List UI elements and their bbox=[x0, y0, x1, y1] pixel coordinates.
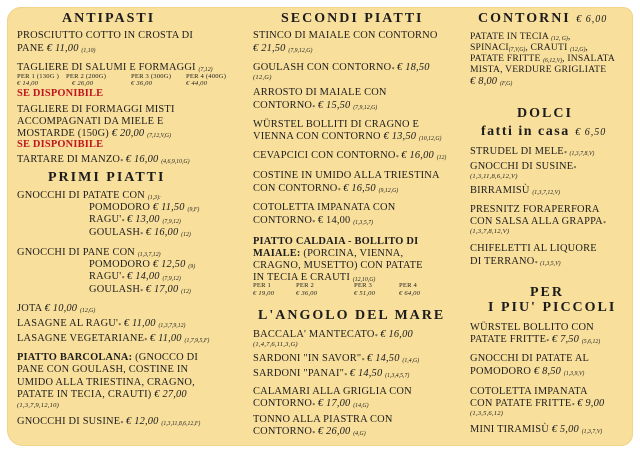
allergen-code: (1,4,7,6,11,3,G) bbox=[253, 341, 298, 348]
menu-item-line: BACCALA' MANTECATO* € 16,00 bbox=[253, 329, 413, 340]
menu-item-line: CONTORNO* € 17,00 (14,G) bbox=[253, 398, 369, 409]
menu-item-name: STINCO DI MAIALE CON CONTORNO bbox=[253, 30, 438, 41]
allergen-code: (1,3,5,6,12) bbox=[470, 410, 504, 417]
menu-item-line: PANE € 11,00 (1,10) bbox=[17, 43, 96, 54]
size-price: € 51,00 bbox=[354, 290, 376, 297]
menu-item-name: GNOCCHI DI PATATE AL bbox=[470, 353, 590, 364]
menu-variant: POMODORO € 11,50 (9,F) bbox=[89, 202, 200, 213]
dessert-item: CHIFELETTI AL LIQUORE bbox=[470, 243, 597, 254]
allergen-code: (1,3,7,9,12,10) bbox=[17, 402, 60, 409]
side-price: € 8,00 (F,G) bbox=[470, 76, 513, 87]
menu-item-line: GOULASH CON CONTORNO* € 18,50 bbox=[253, 62, 430, 73]
menu-item-line: MOSTARDE (150G) € 20,00 (7,12,V,G) bbox=[17, 128, 172, 139]
menu-item-line: SARDONI "IN SAVOR"* € 14,50 (1,4,G) bbox=[253, 353, 420, 364]
menu-item-name: CRAGNO, MUSETTO) CON PATATE bbox=[253, 260, 423, 271]
menu-item-name: PROSCIUTTO COTTO IN CROSTA DI bbox=[17, 30, 194, 41]
size-option: PER 2 bbox=[296, 282, 315, 289]
allergen-code: (12,G) bbox=[253, 74, 272, 81]
side-line: PATATE IN TECIA (12, G), bbox=[470, 31, 571, 42]
menu-item-name: TAGLIERE DI FORMAGGI MISTI bbox=[17, 104, 175, 115]
menu-item-line: VIENNA CON CONTORNO € 13,50 (10,12,G) bbox=[253, 131, 442, 142]
menu-variant: RAGU'* € 13,00 (7,9,12) bbox=[89, 214, 181, 225]
menu-item-name: WÜRSTEL BOLLITI DI CRAGNO E bbox=[253, 119, 420, 130]
size-option: PER 4 (400G) bbox=[186, 73, 227, 80]
menu-variant: RAGU'* € 14,00 (7,9,12) bbox=[89, 271, 181, 282]
menu-item-name: COSTINE IN UMIDO ALLA TRIESTINA bbox=[253, 170, 440, 181]
menu-item-line: SARDONI "PANAI"* € 14,50 (1,3,4,5,7) bbox=[253, 368, 410, 379]
size-price: € 44,00 bbox=[186, 80, 208, 87]
menu-item-name: UMIDO ALLA TRIESTINA, CRAGNO, bbox=[17, 377, 195, 388]
dessert-item: GNOCCHI DI SUSINE* bbox=[470, 161, 577, 172]
dessert-item: DI TERRANO* (1,3,5,V) bbox=[470, 256, 561, 267]
menu-item-name: GNOCCHI DI PATATE CON (1,3): bbox=[17, 190, 161, 201]
primi-title: PRIMI PIATTI bbox=[48, 170, 166, 185]
availability-note: SE DISPONIBILE bbox=[17, 139, 104, 150]
kids-subtitle: I PIU' PICCOLI bbox=[488, 300, 617, 315]
kids-title: PER bbox=[530, 285, 564, 300]
antipasti-title: ANTIPASTI bbox=[62, 11, 156, 26]
menu-item-name: WÜRSTEL BOLLITO CON bbox=[470, 322, 594, 333]
menu-item-name: TAGLIERE DI SALUMI E FORMAGGI (7,12) bbox=[17, 62, 213, 73]
menu-item-name: MAIALE: (PORCINA, VIENNA, bbox=[253, 248, 404, 259]
side-line: MISTA, VERDURE GRIGLIATE bbox=[470, 64, 607, 75]
size-option: PER 4 bbox=[399, 282, 418, 289]
menu-item-name: COTOLETTA IMPANATA CON bbox=[253, 202, 396, 213]
dessert-item: PRESNITZ FORAPERFORA bbox=[470, 204, 600, 215]
menu-item-line: CONTORNO* € 15,50 (7,9,12,G) bbox=[253, 100, 378, 111]
dessert-item: BIRRAMISÙ (1,3,7,12,V) bbox=[470, 185, 561, 196]
menu-item-line: TARTARE DI MANZO* € 16,00 (4,6,9,10,G) bbox=[17, 154, 190, 165]
menu-item-line: PATATE FRITTE* € 7,50 (5,6,12) bbox=[470, 334, 601, 345]
menu-variant: GOULASH* € 16,00 (12) bbox=[89, 227, 191, 238]
menu-variant: POMODORO € 12,50 (9) bbox=[89, 259, 196, 270]
menu-item-line: LASAGNE VEGETARIANE* € 11,00 (1,7,9,5,F) bbox=[17, 333, 210, 344]
dessert-item: CON SALSA ALLA GRAPPA* bbox=[470, 216, 606, 227]
size-option: PER 3 bbox=[354, 282, 373, 289]
menu-item-name: GNOCCHI DI PANE CON (1,3,7,12) bbox=[17, 247, 161, 258]
size-price: € 64,00 bbox=[399, 290, 421, 297]
menu-item-line: GNOCCHI DI SUSINE* € 12,00 (1,3,11,8,6,12,F) bbox=[17, 416, 201, 427]
menu-item-line: € 21,50 (7,9,12,G) bbox=[253, 43, 313, 54]
menu-item-line: POMODORO € 8,50 (1,3,9,V) bbox=[470, 366, 585, 377]
menu-item-line: LASAGNE AL RAGU'* € 11,00 (1,3,7,9,12) bbox=[17, 318, 186, 329]
menu-item-name: COTOLETTA IMPANATA bbox=[470, 386, 588, 397]
size-option: PER 1 bbox=[253, 282, 272, 289]
side-line: PATATE FRITTE (6,12,V), INSALATA bbox=[470, 53, 616, 64]
menu-item-line: JOTA € 10,00 (12,G) bbox=[17, 303, 96, 314]
allergen-code: (1,3,11,8,6,12,V) bbox=[470, 173, 518, 180]
size-price: € 26,00 bbox=[72, 80, 94, 87]
menu-item-name: PIATTO BARCOLANA: (GNOCCO DI bbox=[17, 352, 199, 363]
allergen-code: (1,3,7,8,12,V) bbox=[470, 228, 510, 235]
size-price: € 19,00 bbox=[253, 290, 275, 297]
size-price: € 36,00 bbox=[131, 80, 153, 87]
size-option: PER 2 (200G) bbox=[66, 73, 107, 80]
menu-item-name: ACCOMPAGNATI DA MIELE E bbox=[17, 116, 164, 127]
menu-item-line: CONTORNO* € 26,00 (4,G) bbox=[253, 426, 366, 437]
menu-item-name: IN TECIA E CRAUTI (12,10,G) bbox=[253, 272, 376, 283]
dessert-item: STRUDEL DI MELE* (1,3,7,8,V) bbox=[470, 146, 595, 157]
menu-item-line: MINI TIRAMISÙ € 5,00 (1,3,7,V) bbox=[470, 424, 603, 435]
dolci-title: DOLCI bbox=[517, 106, 573, 121]
availability-note: SE DISPONIBILE bbox=[17, 88, 104, 99]
menu-item-name: PANE CON GOULASH, COSTINE IN bbox=[17, 364, 189, 375]
menu-item-name: CALAMARI ALLA GRIGLIA CON bbox=[253, 386, 412, 397]
menu-item-name: TONNO ALLA PIASTRA CON bbox=[253, 414, 393, 425]
menu-item-line: CEVAPCICI CON CONTORNO* € 16,00 (12) bbox=[253, 150, 447, 161]
dolci-subtitle: fatti in casa € 6,50 bbox=[481, 124, 607, 139]
size-price: € 14,00 bbox=[17, 80, 39, 87]
size-option: PER 1 (130G ) bbox=[17, 73, 59, 80]
menu-item-line: CONTORNO* € 14,00 (1,3,5,7) bbox=[253, 215, 374, 226]
mare-title: L'ANGOLO DEL MARE bbox=[258, 308, 446, 323]
contorni-title: CONTORNI € 6,00 bbox=[478, 11, 608, 26]
menu-variant: GOULASH* € 17,00 (12) bbox=[89, 284, 191, 295]
menu-item-line: PATATE IN TECIA, CRAUTI) € 27,00 bbox=[17, 389, 187, 400]
menu-item-name: ARROSTO DI MAIALE CON bbox=[253, 87, 387, 98]
menu-item-line: CON PATATE FRITTE* € 9,00 bbox=[470, 398, 605, 409]
size-price: € 36,00 bbox=[296, 290, 318, 297]
secondi-title: SECONDI PIATTI bbox=[281, 11, 424, 26]
size-option: PER 3 (300G) bbox=[131, 73, 172, 80]
side-line: SPINACI(7,V,G), CRAUTI (12,G), bbox=[470, 42, 588, 53]
menu-item-line: CON CONTORNO* € 16,50 (9,12,G) bbox=[253, 183, 399, 194]
menu-item-name: PIATTO CALDAIA - BOLLITO DI bbox=[253, 236, 419, 247]
